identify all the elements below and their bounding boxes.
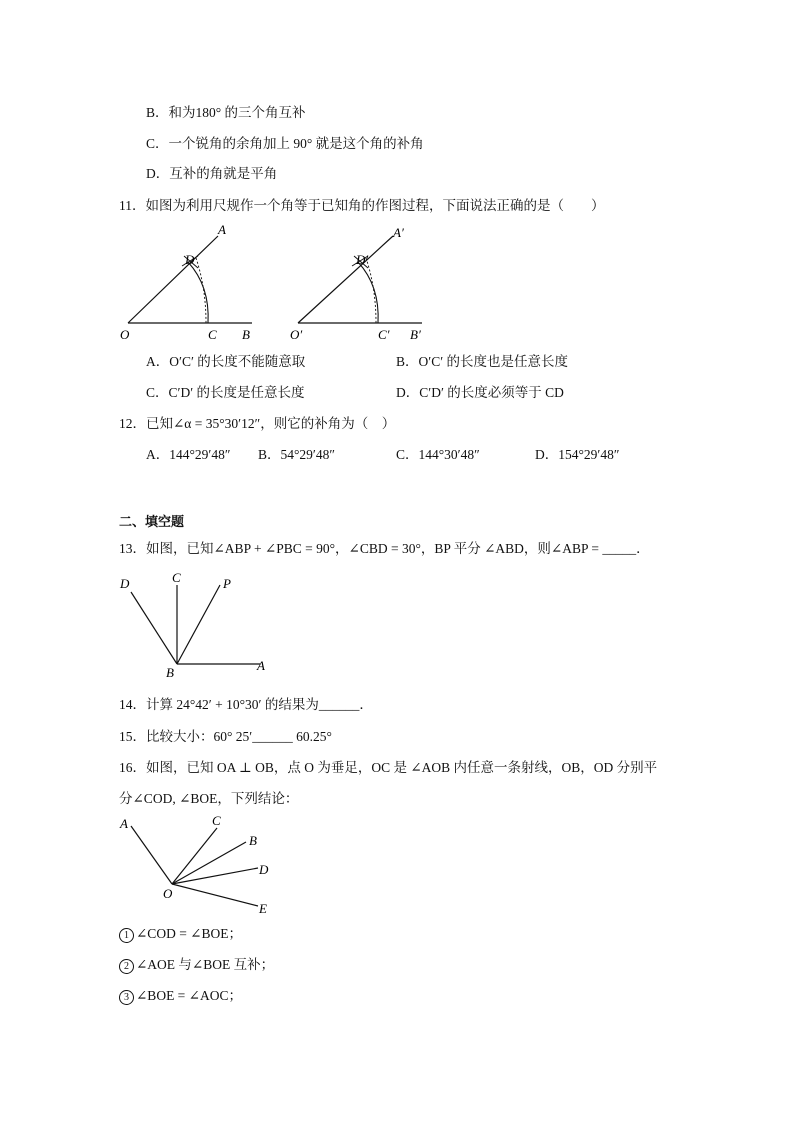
q11-figure-original-angle: [120, 222, 252, 342]
q13-figure: [112, 568, 272, 683]
q12-stem: 12．已知∠α = 35°30′12″，则它的补角为（ ）: [119, 416, 396, 431]
label-D: D: [259, 862, 269, 877]
q11-option-b: B．O′C′ 的长度也是任意长度: [396, 354, 569, 369]
q16-figure: [112, 810, 282, 920]
q16-stem-line1: 16．如图，已知 OA ⊥ OB，点 O 为垂足，OC 是 ∠AOB 内任意一条射线，OB，OD 分别平: [119, 760, 658, 775]
label-P: P: [223, 576, 231, 591]
label-B: B: [242, 327, 250, 342]
q12-option-c: C．144°30′48″: [396, 447, 480, 462]
circled-number: 1: [119, 928, 134, 943]
q10-option-b: B．和为180° 的三个角互补: [146, 105, 306, 120]
label-D-prime: D′: [356, 252, 369, 267]
label-O: O: [163, 886, 173, 901]
label-A: A: [257, 658, 265, 673]
label-B-prime: B′: [410, 327, 421, 342]
label-A: A: [120, 816, 128, 831]
label-A: A: [218, 222, 226, 237]
label-O-prime: O′: [290, 327, 303, 342]
q16-stem-line2: 分∠COD, ∠BOE，下列结论：: [119, 791, 299, 806]
q11-option-a: A．O′C′ 的长度不能随意取: [146, 354, 306, 369]
q13-stem: 13．如图，已知∠ABP + ∠PBC = 90°，∠CBD = 30°，BP 平分 ∠ABD，则∠ABP = _____．: [119, 541, 650, 556]
q11-figure-copied-angle: [290, 225, 422, 342]
q11-stem: 11．如图为利用尺规作一个角等于已知角的作图过程，下面说法正确的是（ ）: [119, 198, 605, 213]
label-C: C: [172, 570, 181, 585]
q16-conclusion-3: 3 ∠BOE = ∠AOC；: [119, 987, 242, 1005]
label-D: D: [185, 252, 195, 267]
q10-option-d: D．互补的角就是平角: [146, 166, 278, 181]
label-A-prime: A′: [393, 225, 404, 240]
q14-stem: 14．计算 24°42′ + 10°30′ 的结果为______．: [119, 697, 373, 712]
section-title: 二、填空题: [119, 514, 185, 529]
q10-option-c: C．一个锐角的余角加上 90° 就是这个角的补角: [146, 136, 424, 151]
q12-option-a: A．144°29′48″: [146, 447, 231, 462]
label-C: C: [208, 327, 217, 342]
q15-stem: 15．比较大小：60° 25′______ 60.25°: [119, 729, 332, 744]
q11-figure: [110, 218, 440, 348]
label-O: O: [120, 327, 130, 342]
label-B: B: [249, 833, 257, 848]
q12-option-b: B．54°29′48″: [258, 447, 335, 462]
circled-number: 2: [119, 959, 134, 974]
label-E: E: [259, 901, 267, 916]
q11-option-c: C．C′D′ 的长度是任意长度: [146, 385, 305, 400]
q16-conclusion-2: 2 ∠AOE 与∠BOE 互补；: [119, 956, 274, 974]
q12-option-d: D．154°29′48″: [535, 447, 620, 462]
q11-option-d: D．C′D′ 的长度必须等于 CD: [396, 385, 564, 400]
label-D: D: [120, 576, 130, 591]
label-B: B: [166, 665, 174, 680]
label-C: C: [212, 813, 221, 828]
q16-conclusion-1: 1 ∠COD = ∠BOE；: [119, 925, 242, 943]
circled-number: 3: [119, 990, 134, 1005]
label-C-prime: C′: [378, 327, 390, 342]
